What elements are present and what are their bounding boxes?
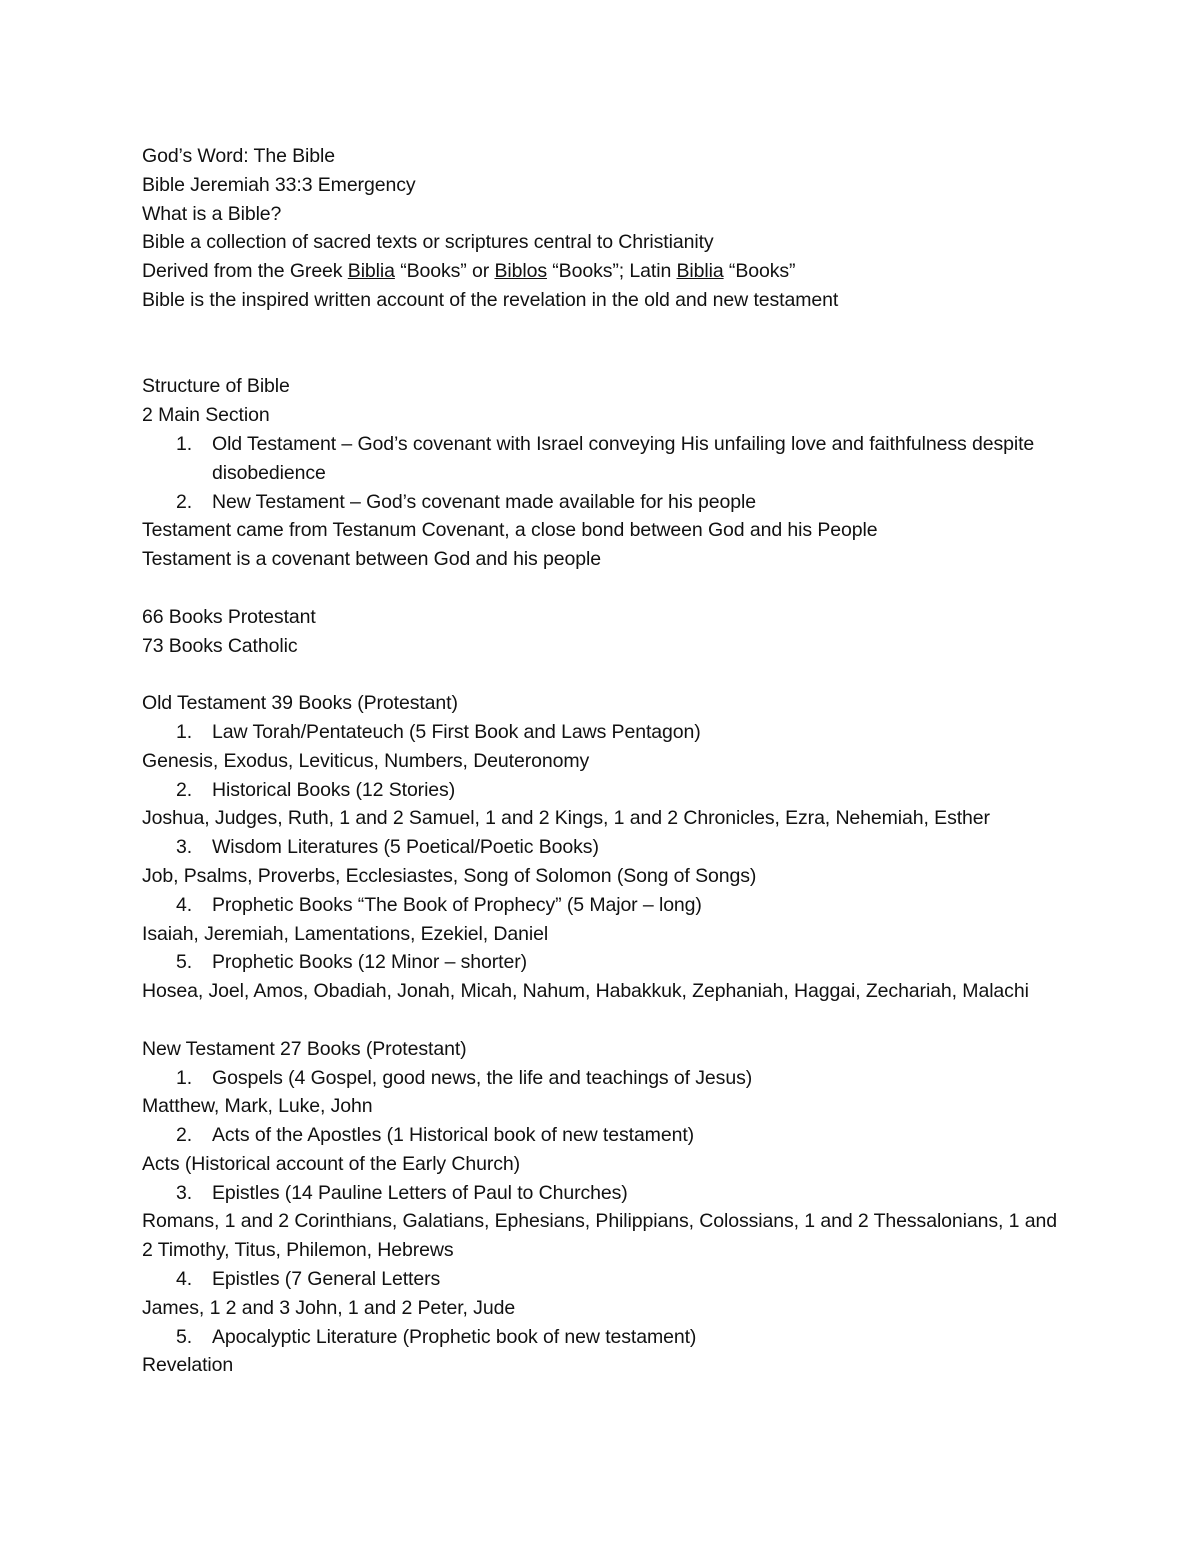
testament-note: Testament is a covenant between God and his people bbox=[142, 548, 601, 571]
list-number: 1. bbox=[176, 432, 193, 455]
book-list: Matthew, Mark, Luke, John bbox=[142, 1095, 373, 1118]
list-number: 2. bbox=[176, 1124, 193, 1147]
list-item bbox=[142, 1323, 1062, 1352]
book-list: Hosea, Joel, Amos, Obadiah, Jonah, Micah, Nahum, Habakkuk, Zephaniah, Haggai, Zechariah, Malachi bbox=[142, 980, 1029, 1003]
etymology-mid-1: “Books” or bbox=[394, 260, 495, 283]
list-item bbox=[142, 1265, 1062, 1294]
question-line: What is a Bible? bbox=[142, 202, 282, 225]
book-list: Joshua, Judges, Ruth, 1 and 2 Samuel, 1 and 2 Kings, 1 and 2 Chronicles, Ezra, Nehemiah, Esther bbox=[142, 807, 990, 830]
list-item bbox=[142, 948, 1062, 977]
count-catholic: 73 Books Catholic bbox=[142, 634, 298, 657]
list-item bbox=[142, 430, 1062, 488]
spacer bbox=[142, 1006, 1062, 1035]
etymology-line bbox=[142, 257, 1062, 286]
list-item bbox=[142, 833, 1062, 862]
list-number: 3. bbox=[176, 1181, 193, 1204]
list-number: 2. bbox=[176, 490, 193, 513]
book-list: Job, Psalms, Proverbs, Ecclesiastes, Song of Solomon (Song of Songs) bbox=[142, 864, 757, 887]
list-number: 5. bbox=[176, 1325, 193, 1348]
list-number: 1. bbox=[176, 1066, 193, 1089]
list-item bbox=[142, 776, 1062, 805]
book-list: Revelation bbox=[142, 1354, 234, 1377]
list-item bbox=[142, 1179, 1062, 1208]
book-list: Acts (Historical account of the Early Church) bbox=[142, 1152, 521, 1175]
section-label: Wisdom Literatures (5 Poetical/Poetic Books) bbox=[212, 836, 599, 859]
document-title: God’s Word: The Bible bbox=[142, 145, 336, 167]
etymology-mid-2: “Books”; Latin bbox=[546, 260, 677, 283]
structure-heading: Structure of Bible bbox=[142, 375, 290, 398]
section-label: Law Torah/Pentateuch (5 First Book and Laws Pentagon) bbox=[212, 720, 701, 743]
list-item bbox=[142, 891, 1062, 920]
book-list: Isaiah, Jeremiah, Lamentations, Ezekiel, Daniel bbox=[142, 922, 549, 945]
list-item bbox=[142, 1121, 1062, 1150]
section-label: Epistles (7 General Letters bbox=[212, 1268, 441, 1291]
list-number: 2. bbox=[176, 778, 193, 801]
list-number: 5. bbox=[176, 951, 193, 974]
document-body bbox=[142, 142, 1062, 1380]
section-label: Prophetic Books (12 Minor – shorter) bbox=[212, 951, 528, 974]
latin-word-biblia: Biblia bbox=[676, 260, 724, 283]
inspired-line: Bible is the inspired written account of the revelation in the old and new testament bbox=[142, 288, 839, 311]
etymology-prefix: Derived from the Greek bbox=[142, 260, 348, 283]
spacer bbox=[142, 315, 1062, 344]
etymology-suffix: “Books” bbox=[723, 260, 796, 283]
greek-word-biblia: Biblia bbox=[347, 260, 395, 283]
spacer bbox=[142, 660, 1062, 689]
greek-word-biblos: Biblos bbox=[494, 260, 547, 283]
list-item bbox=[142, 718, 1062, 747]
list-number: 4. bbox=[176, 1268, 193, 1291]
book-list: Romans, 1 and 2 Corinthians, Galatians, Ephesians, Philippians, Colossians, 1 and 2 Thessalonians, 1 and 2 Timothy, Titus, Philemon, Hebrews bbox=[142, 1210, 1057, 1262]
section-label: Prophetic Books “The Book of Prophecy” (5 Major – long) bbox=[212, 893, 702, 916]
section-label: Gospels (4 Gospel, good news, the life and teachings of Jesus) bbox=[212, 1066, 753, 1089]
definition-line: Bible a collection of sacred texts or scriptures central to Christianity bbox=[142, 231, 714, 254]
list-number: 4. bbox=[176, 893, 193, 916]
new-testament-heading: New Testament 27 Books (Protestant) bbox=[142, 1037, 467, 1060]
list-number: 1. bbox=[176, 720, 193, 743]
testament-note: Testament came from Testanum Covenant, a close bond between God and his People bbox=[142, 519, 878, 542]
list-item bbox=[142, 1064, 1062, 1093]
section-label: Historical Books (12 Stories) bbox=[212, 778, 456, 801]
structure-subheading: 2 Main Section bbox=[142, 404, 270, 427]
section-label: Acts of the Apostles (1 Historical book of new testament) bbox=[212, 1124, 695, 1147]
list-text: Old Testament – God’s covenant with Israel conveying His unfailing love and faithfulness despite disobedience bbox=[212, 432, 1035, 484]
count-protestant: 66 Books Protestant bbox=[142, 605, 316, 628]
list-text: New Testament – God’s covenant made available for his people bbox=[212, 490, 756, 513]
list-number: 3. bbox=[176, 836, 193, 859]
section-label: Apocalyptic Literature (Prophetic book of new testament) bbox=[212, 1325, 697, 1348]
list-item bbox=[142, 488, 1062, 517]
scripture-reference: Bible Jeremiah 33:3 Emergency bbox=[142, 173, 416, 196]
spacer bbox=[142, 574, 1062, 603]
section-label: Epistles (14 Pauline Letters of Paul to Churches) bbox=[212, 1181, 628, 1204]
book-list: Genesis, Exodus, Leviticus, Numbers, Deuteronomy bbox=[142, 749, 590, 772]
old-testament-heading: Old Testament 39 Books (Protestant) bbox=[142, 692, 458, 715]
book-list: James, 1 2 and 3 John, 1 and 2 Peter, Jude bbox=[142, 1296, 516, 1319]
spacer bbox=[142, 344, 1062, 373]
